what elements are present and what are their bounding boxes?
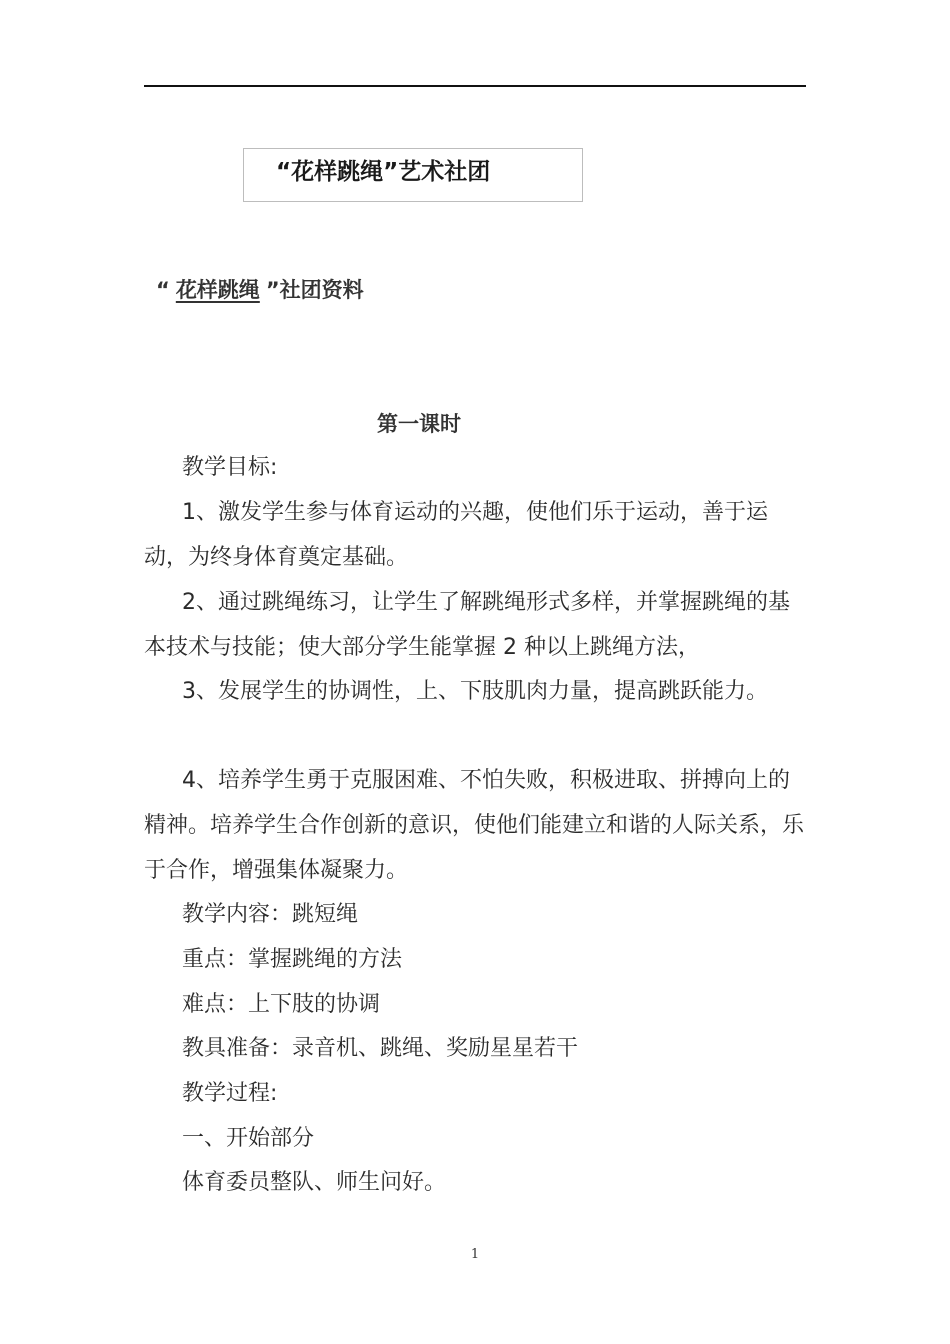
objective-1: 1、激发学生参与体育运动的兴趣，使他们乐于运动，善于运动，为终身体育奠定基础。	[144, 500, 768, 570]
section-start: 一、开始部分	[182, 1126, 315, 1151]
objective-3: 3、发展学生的协调性，上、下肢肌肉力量，提高跳跃能力。	[182, 679, 768, 704]
page-number: 1	[470, 1247, 480, 1262]
objective-4: 4、培养学生勇于克服困难、不怕失败，积极进取、拼搏向上的精神。培养学生合作创新的意识，使他们能建立和谐的人际关系，乐于合作，增强集体凝聚力。	[144, 768, 805, 883]
subtitle-suffix: ”社团资料	[265, 278, 364, 302]
materials-subtitle	[156, 272, 364, 308]
subtitle-underlined-name: 花样跳绳	[175, 278, 260, 302]
difficulty: 难点：上下肢的协调	[182, 992, 381, 1017]
header-rule	[144, 85, 806, 87]
teaching-aids: 教具准备：录音机、跳绳、奖励星星若干	[182, 1036, 579, 1061]
subtitle-open-quote: “	[156, 278, 170, 302]
lesson-title: 第一课时	[377, 412, 461, 436]
teaching-content: 教学内容：跳短绳	[182, 902, 359, 927]
start-activity: 体育委员整队、师生问好。	[182, 1170, 447, 1195]
process-heading: 教学过程:	[182, 1081, 278, 1106]
key-point: 重点：掌握跳绳的方法	[182, 947, 403, 972]
objective-2: 2、通过跳绳练习，让学生了解跳绳形式多样，并掌握跳绳的基本技术与技能；使大部分学生能掌握 2 种以上跳绳方法，	[144, 590, 790, 660]
club-title: “花样跳绳”艺术社团	[276, 159, 491, 185]
objectives-heading: 教学目标:	[182, 455, 278, 480]
